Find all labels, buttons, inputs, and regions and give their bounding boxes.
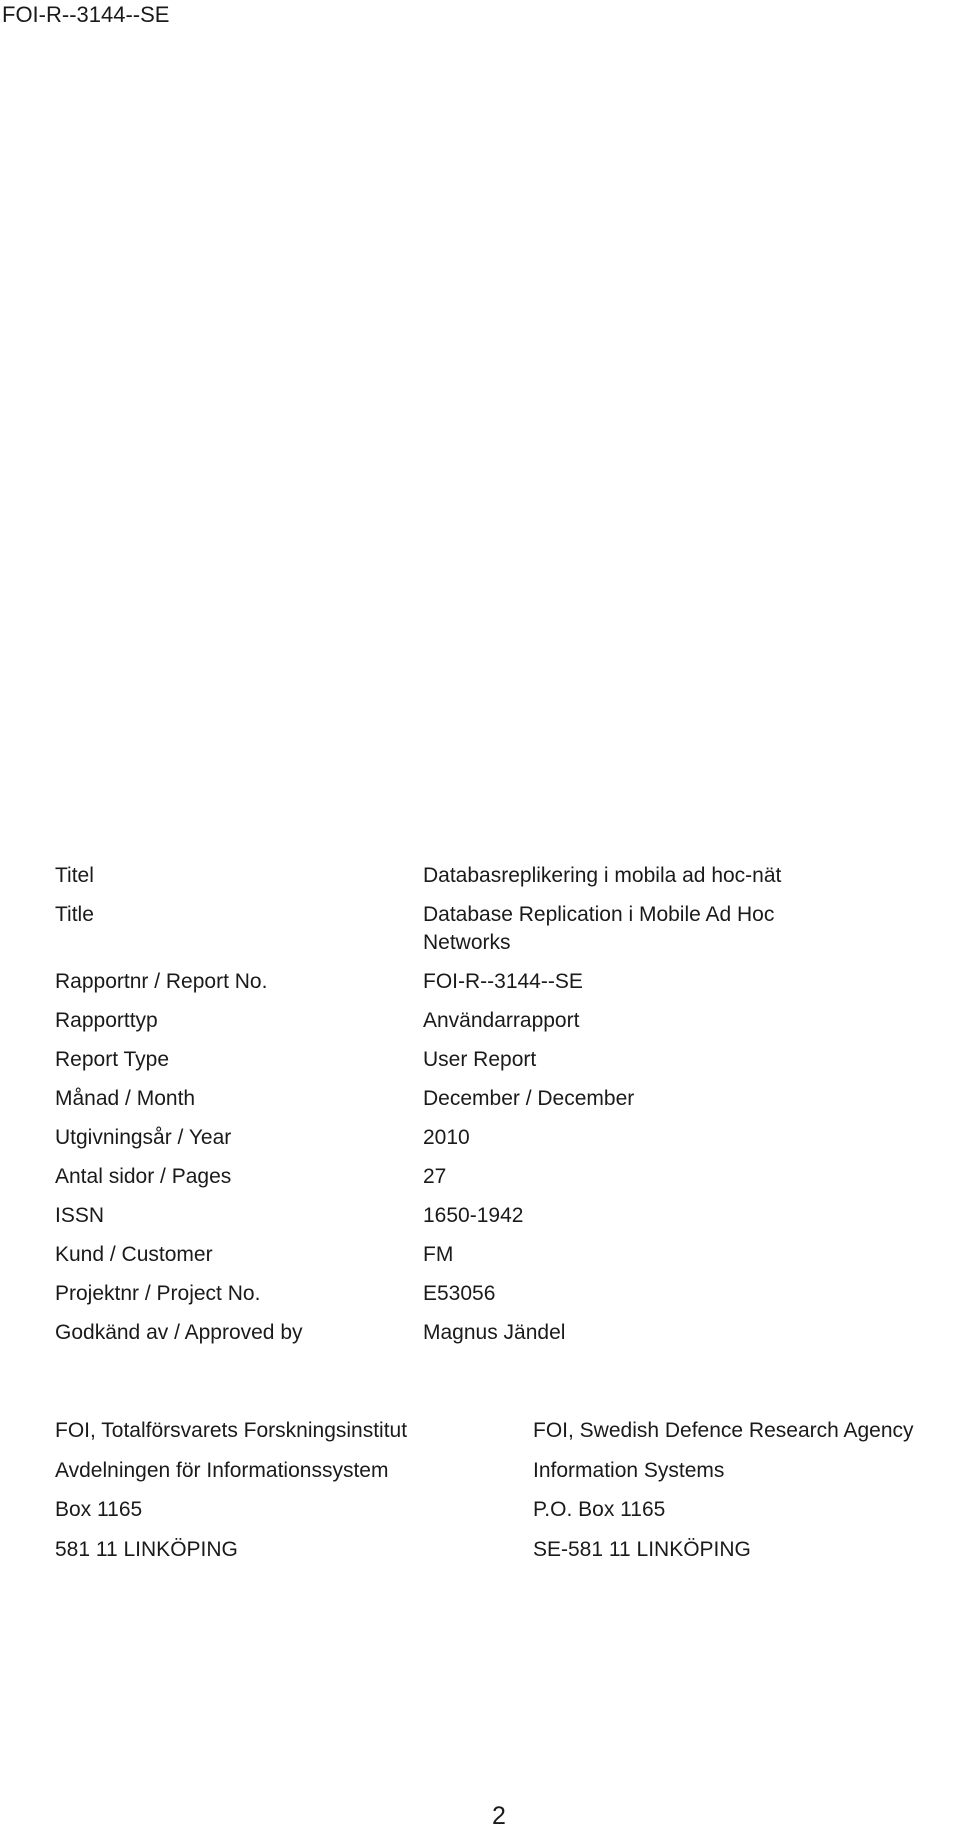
meta-label: Rapporttyp bbox=[55, 1009, 158, 1032]
address-line: SE-581 11 LINKÖPING bbox=[533, 1537, 751, 1561]
address-line: FOI, Swedish Defence Research Agency bbox=[533, 1419, 914, 1442]
meta-value: FM bbox=[423, 1243, 454, 1266]
meta-value: December / December bbox=[423, 1087, 635, 1110]
meta-value: User Report bbox=[423, 1048, 537, 1071]
meta-label: Månad / Month bbox=[55, 1087, 196, 1110]
meta-label: Titel bbox=[55, 864, 94, 887]
meta-label: Rapportnr / Report No. bbox=[55, 970, 268, 993]
meta-value: Database Replication i Mobile Ad Hoc Networks bbox=[423, 903, 775, 954]
address-line: P.O. Box 1165 bbox=[533, 1498, 666, 1521]
address-line: Avdelningen för Informationssystem bbox=[55, 1458, 389, 1482]
address-english bbox=[533, 1411, 914, 1569]
address-line: Box 1165 bbox=[55, 1498, 143, 1521]
report-reference-header: FOI-R--3144--SE bbox=[2, 2, 170, 27]
meta-label: Title bbox=[55, 903, 94, 926]
meta-label: ISSN bbox=[55, 1204, 105, 1227]
meta-value: Databasreplikering i mobila ad hoc-nät bbox=[423, 864, 782, 887]
meta-label: Utgivningsår / Year bbox=[55, 1126, 232, 1149]
meta-label: Projektnr / Project No. bbox=[55, 1282, 261, 1305]
meta-value: 1650-1942 bbox=[423, 1204, 524, 1227]
address-line: Information Systems bbox=[533, 1458, 725, 1482]
meta-label: Godkänd av / Approved by bbox=[55, 1321, 303, 1344]
address-swedish bbox=[55, 1411, 407, 1569]
meta-value: Användarrapport bbox=[423, 1009, 580, 1032]
address-line: FOI, Totalförsvarets Forskningsinstitut bbox=[55, 1419, 408, 1442]
meta-value: 2010 bbox=[423, 1126, 470, 1149]
meta-value: E53056 bbox=[423, 1282, 496, 1305]
meta-value: 27 bbox=[423, 1165, 447, 1188]
address-line: 581 11 LINKÖPING bbox=[55, 1537, 238, 1561]
meta-value: Magnus Jändel bbox=[423, 1321, 566, 1344]
meta-value: FOI-R--3144--SE bbox=[423, 970, 583, 993]
page-number: 2 bbox=[492, 1802, 506, 1830]
meta-label: Report Type bbox=[55, 1048, 170, 1071]
meta-label: Antal sidor / Pages bbox=[55, 1165, 232, 1188]
meta-label: Kund / Customer bbox=[55, 1243, 213, 1266]
